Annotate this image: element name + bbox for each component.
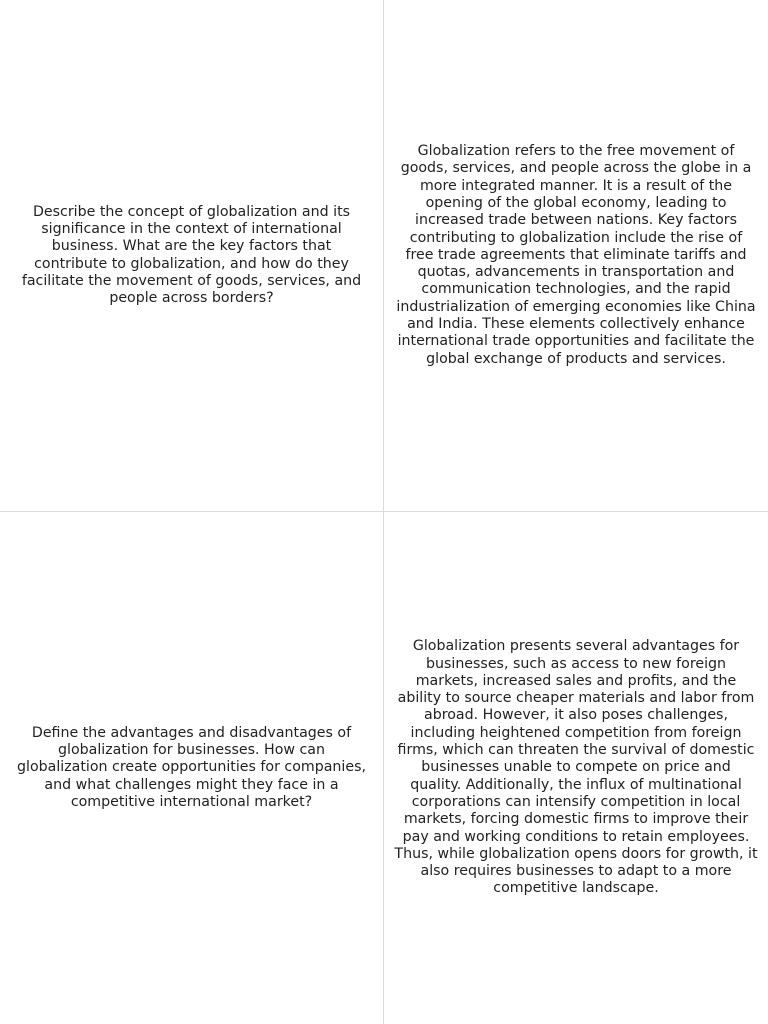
card-2-question-cell [0,512,384,1024]
card-1-question: Describe the concept of globalization and its significance in the context of international business. What are the key factors that contribute to globalization, and how do they facilitate the movement of goods, services, and people across borders? [21,203,362,307]
card-2-answer: Globalization presents several advantages for businesses, such as access to new foreign markets, increased sales and profits, and the ability to source cheaper materials and labor from abroad. However, it also poses challenges, including heightened competition from foreign firms, which can threaten the survival of domestic businesses unable to compete on price and quality. Additionally, the influx of multinational corporations can intensify competition in local markets, forcing domestic firms to improve their pay and working conditions to retain employees. Thus, while globalization opens doors for growth, it also requires businesses to adapt to a more competitive landscape. [394,638,758,897]
card-1-answer-cell [384,0,768,512]
card-2-answer-cell [384,512,768,1024]
card-2-question: Define the advantages and disadvantages of globalization for businesses. How can globalization create opportunities for companies, and what challenges might they face in a competitive international market? [17,724,366,810]
card-1-question-cell [0,0,384,512]
card-1-answer: Globalization refers to the free movement of goods, services, and people across the globe in a more integrated manner. It is a result of the opening of the global economy, leading to increased trade between nations. Key factors contributing to globalization include the rise of free trade agreements that eliminate tariffs and quotas, advancements in transportation and communication technologies, and the rapid industrialization of emerging economies like China and India. These elements collectively enhance international trade opportunities and facilitate the global exchange of products and services. [396,143,756,367]
